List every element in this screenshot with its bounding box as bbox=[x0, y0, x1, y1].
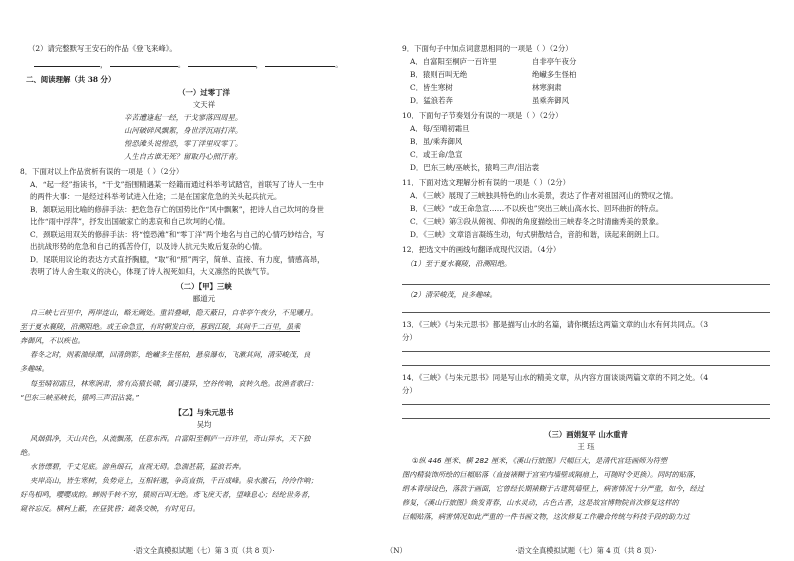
question-11: 11．下面对选文理解分析有误的一项是（ ）（2分） bbox=[402, 178, 570, 187]
option-c-pair: 林寒涧肃 bbox=[532, 83, 562, 92]
blank-punct: 。 bbox=[335, 60, 343, 69]
translate-item-2: （2）清荣峻茂，良多趣味。 bbox=[406, 290, 497, 299]
part-title: （一）过零丁洋 bbox=[178, 88, 230, 97]
passage-line: 风烟俱净，天山共色，从流飘荡，任意东西。自富阳至桐庐一百许里，奇山异水，天下独 bbox=[30, 434, 311, 443]
passage-line: 窥谷忘反。横柯上蔽，在昼犹昏；疏条交映，有时见日。 bbox=[20, 504, 200, 513]
passage-line: “巴东三峡巫峡长，猿鸣三声泪沾裳。” bbox=[20, 393, 139, 402]
answer-line bbox=[402, 404, 770, 405]
question-14-cont: 分） bbox=[402, 386, 417, 395]
part-author: 文天祥 bbox=[192, 100, 216, 109]
passage-line: 巨幅贴落，病害情况如此严重的一件书画文物，这次修复工作融合传统与科技手段的助力过 bbox=[402, 512, 690, 521]
answer-line bbox=[402, 351, 770, 352]
left-page bbox=[20, 0, 388, 561]
passage-line: 修复，《溪山行旅图》焕发青春，山水灵动，古色古香，这是故宫博物院首次修复这样的 bbox=[402, 498, 679, 507]
option-c: C．或王命/急宣 bbox=[410, 150, 463, 159]
passage-line: 夹岸高山，皆生寒树，负势竞上，互相轩邈，争高直指，千百成峰。泉水激石，泠泠作响； bbox=[30, 476, 318, 485]
option-c: C．颈联运用双关的修辞手法：将“惶恐滩”和“零丁洋”两个地名与自己的心情巧妙结合，写 bbox=[30, 230, 325, 239]
passage-line: 多趣味。 bbox=[20, 364, 49, 373]
part-author: 吴均 bbox=[196, 420, 212, 429]
part-title: （三）画娟复平 山水重青 bbox=[544, 430, 628, 439]
blank-punct: ， bbox=[100, 60, 108, 69]
answer-blanks bbox=[34, 60, 343, 69]
option-b: B．猿则百叫无绝 bbox=[410, 70, 468, 79]
passage-line: 春冬之时，则素湍绿潭，回清倒影，绝𪩘多生怪柏，悬泉瀑布，飞漱其间，清荣峻茂，良 bbox=[30, 350, 311, 359]
center-mark: （N） bbox=[386, 546, 407, 555]
page-footer: ·语文全真模拟试题（七）第 4 页（共 8 页）· bbox=[515, 546, 657, 555]
blank-punct: ， bbox=[255, 60, 263, 69]
passage-line: 好鸟相鸣，嘤嘤成韵。蝉则千转不穷，猿则百叫无绝。鸢飞戾天者，望峰息心；经纶世务者， bbox=[20, 490, 315, 499]
option-c: C．《三峡》第③段从俯视、仰视的角度描绘出三峡春冬之时清幽秀美的景象。 bbox=[410, 217, 664, 226]
option-d: D．尾联用议论的表达方式直抒胸臆，“取”和“照”两字，简单、直接、有力度，情感高昂， bbox=[30, 255, 325, 264]
option-b-pair: 绝𪩘多生怪柏 bbox=[532, 70, 577, 79]
question-10: 10．下面句子节奏划分有误的一项是（ ）（2分） bbox=[402, 111, 563, 120]
passage-line: 奔御风，不以疾也。 bbox=[20, 336, 85, 345]
option-a-pair: 自非亭午夜分 bbox=[532, 57, 577, 66]
option-a: A．自富阳至桐庐一百许里 bbox=[410, 57, 497, 66]
answer-line bbox=[402, 284, 770, 285]
question-12: 12．把选文中的画线句翻译成现代汉语。（4分） bbox=[402, 245, 561, 254]
option-d: D．猛浪若奔 bbox=[410, 96, 453, 105]
blank-punct: 。 bbox=[177, 60, 186, 69]
answer-line bbox=[402, 418, 770, 419]
poem-line: 山河破碎风飘絮，身世浮沉雨打萍。 bbox=[124, 126, 243, 135]
option-a: A．每/至晴初霜旦 bbox=[410, 124, 470, 133]
passage-line: 绢本青绿设色，落款于画面，它曾经长期裱糊于古建筑墙壁上，病害情况十分严重，如今，经过 bbox=[402, 484, 704, 493]
answer-line bbox=[402, 312, 770, 313]
option-c: C．皆生寒树 bbox=[410, 83, 453, 92]
poem-line: 辛苦遭逢起一经，干戈寥落四周星。 bbox=[124, 113, 243, 122]
option-b: B．颔联运用比喻的修辞手法：把危急存亡的国势比作“风中飘絮”，把诗人自己坎坷的身世 bbox=[30, 205, 324, 214]
translate-item-1: （1）至于夏水襄陵，沿溯阻绝。 bbox=[406, 259, 512, 268]
answer-line bbox=[402, 365, 770, 366]
part-author: 王 珏 bbox=[577, 442, 595, 451]
underlined-sentence: 至于夏水襄陵，沿溯阻绝。或王命急宣，有时朝发白帝，暮到江陵，其间千二百里，虽乘 bbox=[20, 322, 301, 331]
option-b: B．《三峡》“或王命急宣……不以疾也”突出三峡山高水长、回环曲折的特点。 bbox=[410, 204, 664, 213]
passage-line bbox=[20, 322, 300, 331]
option-d-cont: 表明了诗人舍生取义的决心，体现了诗人视死如归，大义凛然的民族气节。 bbox=[30, 267, 274, 276]
question-8: 8．下面对以上作品赏析有误的一项是（ ）（2分） bbox=[20, 167, 184, 176]
question-2: （2）请完整默写王安石的作品《登飞来峰》。 bbox=[28, 44, 177, 53]
passage-line: 每至晴初霜旦，林寒涧肃，常有高猿长啸，属引凄异，空谷传响，哀转久绝。故渔者歌曰： bbox=[30, 379, 318, 388]
option-b: B．虽/乘奔御风 bbox=[410, 137, 463, 146]
passage-line: 自三峡七百里中，两岸连山，略无阙处。重岩叠嶂，隐天蔽日，自非亭午夜分，不见曦月。 bbox=[30, 308, 318, 317]
part-author: 郦道元 bbox=[192, 294, 216, 303]
option-b-cont: 比作“雨中浮萍”，抒发出国破家亡的悲哀和自己坎坷的心情。 bbox=[30, 217, 230, 226]
poem-line: 惶恐滩头说惶恐，零丁洋里叹零丁。 bbox=[124, 139, 243, 148]
passage-line: ①纵 446 厘米、横 282 厘米，《溪山行旅图》尺幅巨大，是清代宫廷画师为符塑 bbox=[412, 456, 668, 465]
option-d-pair: 虽乘奔御风 bbox=[532, 96, 569, 105]
option-c-cont: 出抗战形势的危急和自己的孤苦伶仃，以及诗人抗元失败后复杂的心情。 bbox=[30, 242, 267, 251]
right-page bbox=[402, 0, 774, 561]
passage-line: 图内精装饰所绘的巨幅贴落（直接裱糊于宫室内墙壁或隔扇上，可随时令更换）。同时的贴落， bbox=[402, 470, 701, 479]
option-a: A．“起一经”指读书，“干戈”指围精遇某一经籍而通过科举考试踏官，首联写了诗人一生中 bbox=[30, 180, 324, 189]
question-14: 14．《三峡》《与朱元思书》同是写山水的精美文章，从内容方面谈谈两篇文章的不同之处。（4 bbox=[402, 373, 709, 382]
question-9: 9．下面句子中加点词意思相同的一项是（ ）（2分） bbox=[402, 44, 573, 53]
page-footer: ·语文全真模拟试题（七）第 3 页（共 8 页）· bbox=[133, 546, 275, 555]
section-heading: 二、阅读理解（共 38 分） bbox=[26, 75, 116, 84]
question-13-cont: 分） bbox=[402, 333, 417, 342]
option-d: D．巴东三峡/巫峡长，猿鸣三声/泪沾裳 bbox=[410, 163, 540, 172]
passage-line: 水皆缥碧，千丈见底。游鱼细石，直视无碍。急湍甚箭，猛浪若奔。 bbox=[30, 462, 246, 471]
part-title: 【乙】与朱元思书 bbox=[174, 408, 234, 417]
option-a: A．《三峡》展现了三峡独具特色的山水美景，表达了作者对祖国河山的赞叹之情。 bbox=[410, 191, 678, 200]
poem-line: 人生自古谁无死？留取丹心照汗青。 bbox=[124, 152, 243, 161]
passage-line: 绝。 bbox=[20, 448, 35, 457]
option-a-cont: 的两件大事：一是经过科举考试进入仕途；二是在国家危急的关头起兵抗元。 bbox=[30, 192, 282, 201]
part-title: （二）【甲】三峡 bbox=[176, 282, 232, 291]
question-13: 13．《三峡》《与朱元思书》都是描写山水的名篇，请你概括这两篇文章的山水有何共同点。（3 bbox=[402, 320, 709, 329]
option-d: D．《三峡》文章语言凝练生动，句式骈散结合，音韵和谐，读起来朗朗上口。 bbox=[410, 230, 664, 239]
